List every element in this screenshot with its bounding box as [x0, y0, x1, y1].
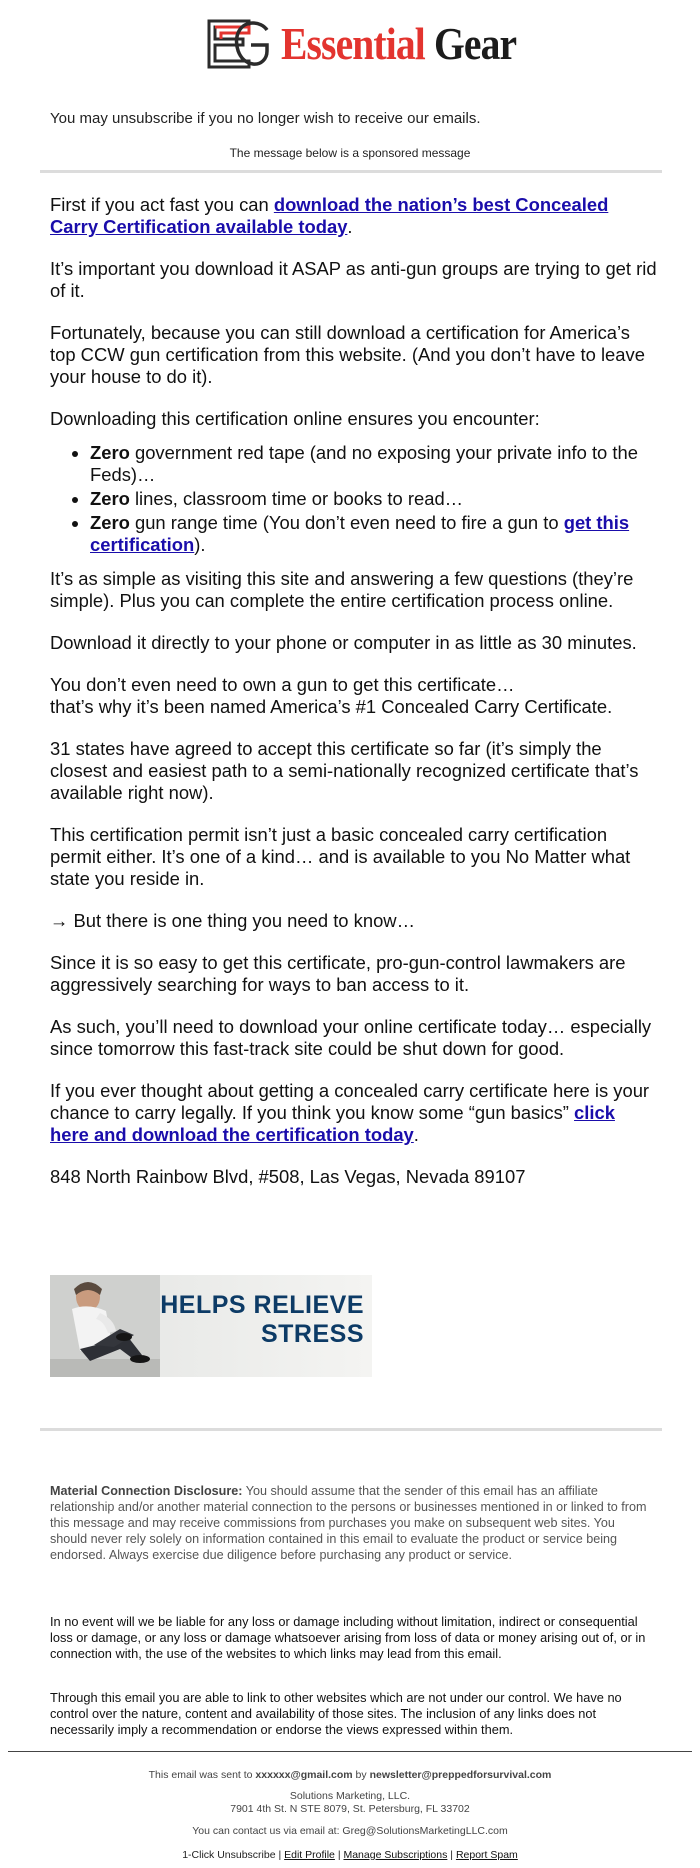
sponsored-notice: The message below is a sponsored message — [229, 146, 471, 160]
paragraph-lawmakers: Since it is so easy to get this certificate, pro-gun-control lawmakers are aggressively searching for ways to ban access to it. — [50, 952, 626, 995]
no-gun-line2: that’s why it’s been named America’s #1 Concealed Carry Certificate. — [50, 696, 613, 717]
external-links-notice: Through this email you are able to link to other websites which are not under our control. We have no control over the nature, content and availability of those sites. The inclusion of any links does not necessarily imply a recommendation or endorse the views expressed within them. — [50, 1690, 622, 1737]
disclosure-text: You should assume that the sender of this email has an affiliate relationship and/or another material connection to the persons or businesses mentioned in or linked to from this message and may receive commissions from purchases you make on subsequent web sites. You should never rely solely on information contained in this email to evaluate the product or service being endorsed. Always exercise due diligence before purchasing any product or service. — [50, 1484, 647, 1562]
get-certification-link[interactable]: get this certification — [90, 512, 630, 555]
banner-line1: HELPS RELIEVE — [160, 1291, 364, 1319]
unsubscribe-notice: You may unsubscribe if you no longer wish to receive our emails. — [50, 110, 481, 127]
download-today-link[interactable]: click here and download the certification today — [50, 1102, 615, 1145]
paragraph-no-gun — [50, 674, 658, 718]
cta-text: If you ever thought about getting a concealed carry certificate here is your chance to carry legally. If you think you know some “gun basics” — [50, 1080, 650, 1123]
footer-divider — [8, 1751, 692, 1752]
bullet-bold: Zero — [90, 488, 130, 509]
brand-word-essential: Essential — [281, 18, 425, 69]
one-click-unsubscribe[interactable]: 1-Click Unsubscribe — [182, 1849, 276, 1861]
divider-bottom — [40, 1428, 662, 1431]
mailing-address: 848 North Rainbow Blvd, #508, Las Vegas, Nevada 89107 — [50, 1166, 526, 1187]
edit-profile-link[interactable]: Edit Profile — [284, 1849, 335, 1861]
list-item — [90, 488, 658, 510]
paragraph-one-of-a-kind: This certification permit isn’t just a basic concealed carry certification permit either. It’s one of a kind… and is available to you No Matter what state you reside in. — [50, 824, 631, 889]
recipient-email: xxxxxx@gmail.com — [255, 1769, 353, 1781]
intro-tail: . — [347, 216, 353, 237]
brand-name — [281, 18, 516, 70]
link-separator: | — [275, 1849, 285, 1861]
paragraph-states: 31 states have agreed to accept this certificate so far (it’s simply the closest and easiest path to a semi-nationally recognized certificate that’s available right now). — [50, 738, 639, 803]
sitting-man-illustration — [50, 1275, 160, 1377]
paragraph-ensures: Downloading this certification online ensures you encounter: — [50, 408, 540, 429]
material-connection-disclosure — [50, 1483, 650, 1563]
list-item — [90, 442, 658, 486]
bullet-bold: Zero — [90, 512, 130, 533]
paragraph-call-to-action — [50, 1080, 658, 1146]
paragraph-fortunately: Fortunately, because you can still download a certification for America’s top CCW gun certification from this website. (And you don’t have to leave your house to do it). — [50, 322, 645, 387]
bullet-text: government red tape (and no exposing your private info to the Feds)… — [90, 442, 638, 485]
paragraph-need-to-know: → But there is one thing you need to know… — [50, 910, 415, 931]
footer-links — [0, 1849, 700, 1862]
bullet-text: lines, classroom time or books to read… — [129, 488, 464, 509]
sent-prefix: This email was sent to — [148, 1769, 256, 1781]
banner-headline — [154, 1291, 364, 1349]
bullet-text: gun range time (You don’t even need to fire a gun to — [129, 512, 564, 533]
brand-logo[interactable] — [205, 18, 555, 70]
paragraph-intro — [50, 194, 658, 238]
cta-tail: . — [413, 1124, 419, 1145]
download-certification-link[interactable]: download the nation’s best Concealed Carry Certification available today — [50, 194, 609, 237]
brand-word-gear: Gear — [433, 18, 517, 69]
sent-to-line — [0, 1769, 700, 1782]
stress-relief-banner[interactable] — [50, 1275, 372, 1377]
liability-notice: In no event will we be liable for any loss or damage including without limitation, indirect or consequential loss or damage, or any loss or damage whatsoever arising from loss of data or money arising out of, or in connection with, the use of the websites to which links may lead from this email. — [50, 1614, 646, 1661]
banner-line2: STRESS — [260, 1320, 364, 1348]
list-item — [90, 512, 658, 556]
divider-top — [40, 170, 662, 173]
paragraph-asap: It’s important you download it ASAP as anti-gun groups are trying to get rid of it. — [50, 258, 657, 301]
eg-monogram-icon — [205, 18, 269, 70]
sent-by: by — [352, 1769, 370, 1781]
manage-subscriptions-link[interactable]: Manage Subscriptions — [343, 1849, 448, 1861]
report-spam-link[interactable]: Report Spam — [455, 1849, 518, 1861]
message-body — [50, 194, 658, 1208]
link-separator: | — [447, 1849, 456, 1861]
paragraph-download-today: As such, you’ll need to download your online certificate today… especially since tomorrow this fast-track site could be shut down for good. — [50, 1016, 652, 1059]
intro-text: First if you act fast you can — [50, 194, 274, 215]
link-separator: | — [334, 1849, 344, 1861]
no-gun-line1: You don’t even need to own a gun to get this certificate… — [50, 674, 515, 695]
paragraph-simple: It’s as simple as visiting this site and answering a few questions (they’re simple). Plus you can complete the entire certification process online. — [50, 568, 634, 611]
company-street: 7901 4th St. N STE 8079, St. Petersburg, FL 33702 — [230, 1803, 470, 1815]
contact-line: You can contact us via email at: Greg@SolutionsMarketingLLC.com — [192, 1825, 508, 1837]
disclosure-title: Material Connection Disclosure: — [50, 1484, 243, 1498]
benefits-list — [90, 442, 658, 556]
company-name: Solutions Marketing, LLC. — [289, 1790, 411, 1802]
bullet-tail: ). — [194, 534, 206, 555]
paragraph-download-time: Download it directly to your phone or computer in as little as 30 minutes. — [50, 632, 637, 653]
bullet-bold: Zero — [90, 442, 130, 463]
sender-email: newsletter@preppedforsurvival.com — [369, 1769, 552, 1781]
company-address — [0, 1790, 700, 1816]
